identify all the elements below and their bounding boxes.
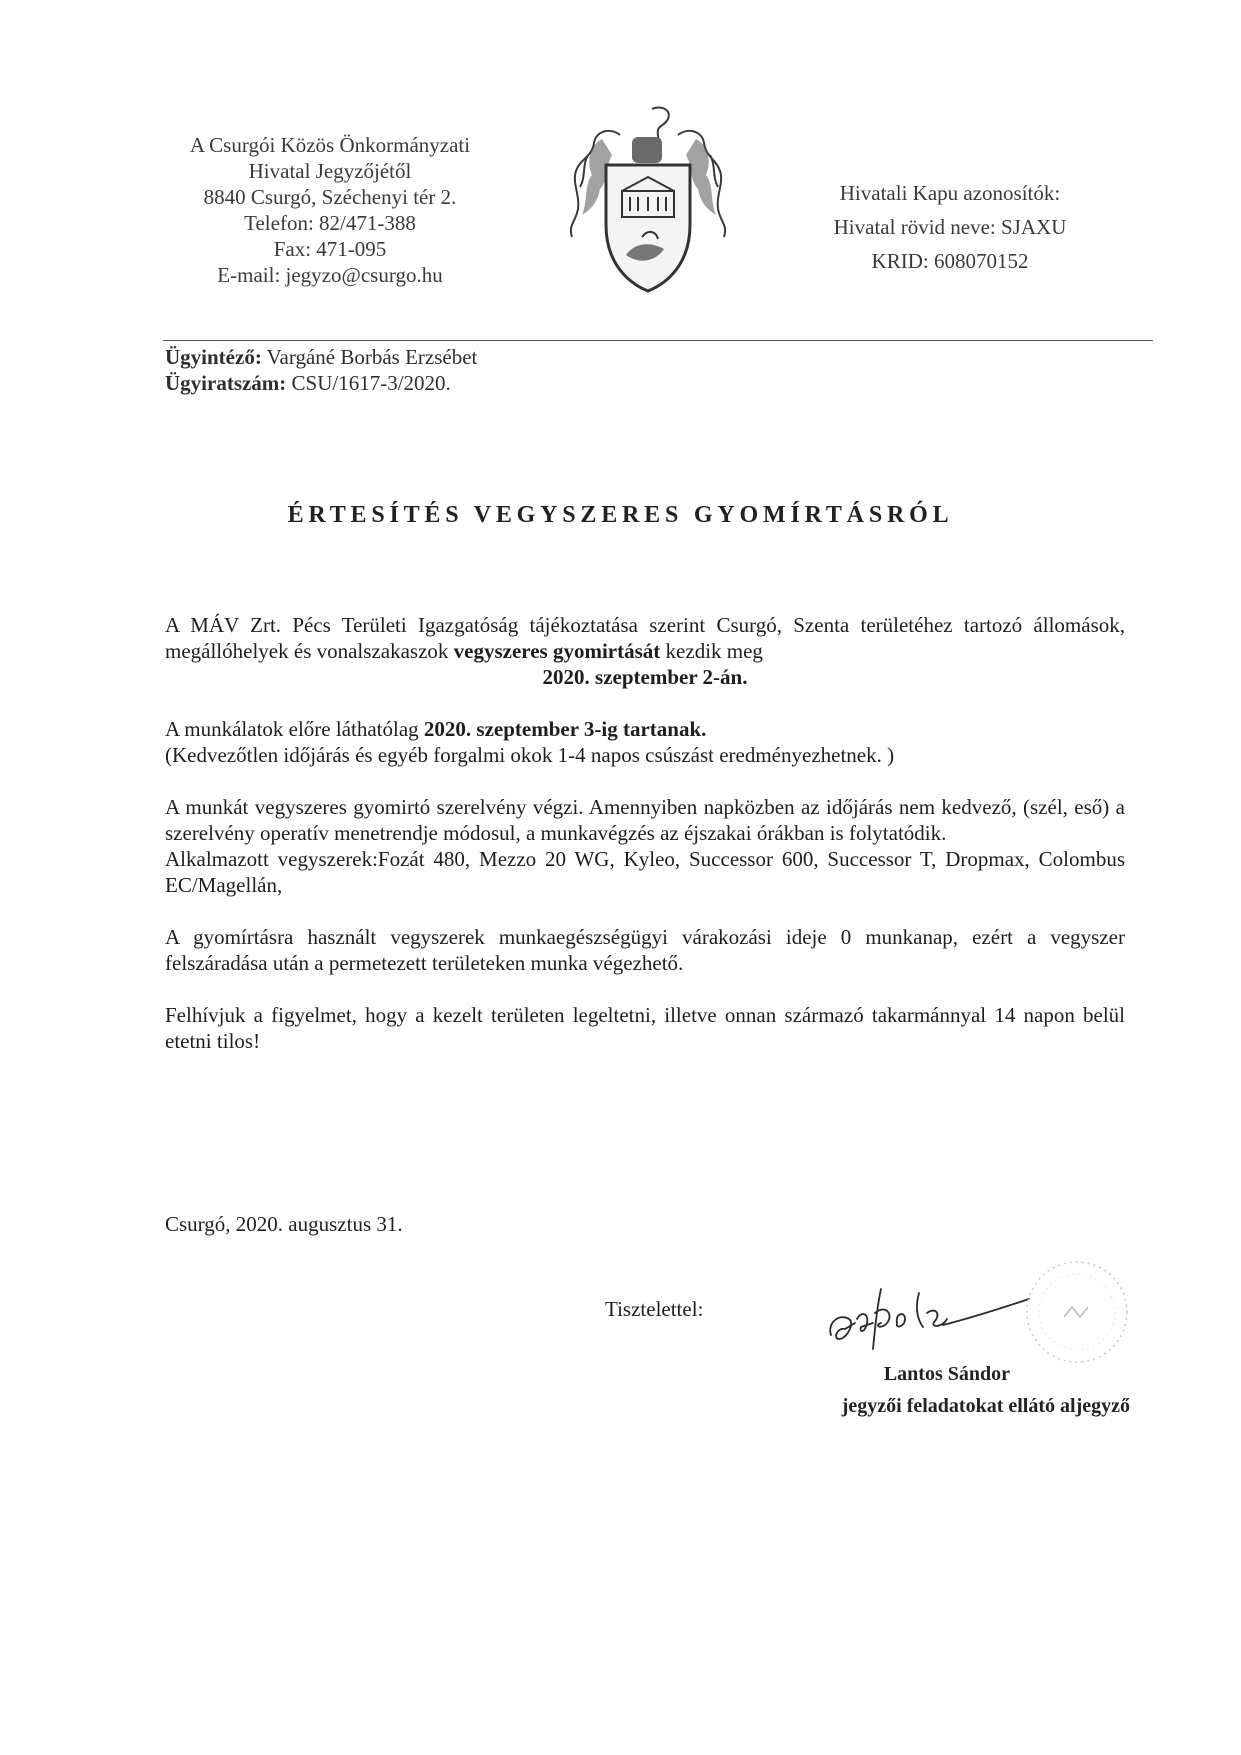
paragraph-text: kezdik meg [660,639,763,663]
signer-block [700,1358,1130,1422]
sender-line: A Csurgói Közös Önkormányzati [189,133,471,157]
paragraph-method: A munkát vegyszeres gyomirtó szerelvény végzi. Amennyiben napközben az időjárás nem kedvező, (szél, eső) a szerelvény operatív menetrendje módosul, a munkavégzés az éjszakai órákban is folytatódik. [165,795,1125,845]
case-handler-label: Ügyintéző: [165,345,262,369]
paragraph-start [165,612,1125,664]
paragraph-chemicals: Alkalmazott vegyszerek:Fozát 480, Mezzo 20 WG, Kyleo, Successor 600, Successor T, Dropmax, Colombus EC/Magellán, [165,847,1125,897]
stamp-icon [1020,1255,1135,1370]
case-info [165,344,477,396]
sender-line: 8840 Csurgó, Széchenyi tér 2. [203,185,457,209]
case-number [165,370,477,396]
paragraph-text: A MÁV Zrt. Pécs Területi Igazgatóság tájékoztatása szerint Csurgó, Szenta területéhez tartozó állomások, megállóhelyek és vonalszakaszok [165,613,1125,663]
coat-of-arms-icon [560,105,735,297]
gateway-krid: KRID: 608070152 [871,249,1029,273]
signer-role: jegyzői feladatokat ellátó aljegyző [841,1395,1130,1417]
gateway-identifiers [800,176,1100,278]
signature-icon [825,1283,1035,1363]
gateway-heading: Hivatali Kapu azonosítók: [839,181,1061,205]
sender-address [165,132,495,288]
sender-line: Hivatal Jegyzőjétől [248,159,412,183]
paragraph-duration [165,716,1125,742]
document-title: ÉRTESÍTÉS VEGYSZERES GYOMÍRTÁSRÓL [287,502,954,528]
paragraph-text: A munkálatok előre láthatólag [165,717,424,741]
greeting: Tisztelettel: [605,1297,704,1321]
case-number-value: CSU/1617-3/2020. [286,371,451,395]
document-body [165,612,1125,1054]
paragraph-warning: Felhívjuk a figyelmet, hogy a kezelt területen legeltetni, illetve onnan származó takarmánnyal 14 napon belül etetni tilos! [165,1003,1125,1053]
place-date: Csurgó, 2020. augusztus 31. [165,1212,403,1236]
sender-phone: Telefon: 82/471-388 [244,211,416,235]
sender-fax: Fax: 471-095 [273,237,387,261]
case-handler-value: Vargáné Borbás Erzsébet [261,345,478,369]
paragraph-emphasis: vegyszeres gyomirtását [453,639,661,663]
gateway-short-name: Hivatal rövid neve: SJAXU [833,215,1067,239]
sender-email: E-mail: jegyzo@csurgo.hu [217,263,443,287]
start-date [165,664,1125,690]
case-number-label: Ügyiratszám: [165,371,287,395]
paragraph-waiting-time: A gyomírtásra használt vegyszerek munkaegészségügyi várakozási ideje 0 munkanap, ezért a vegyszer felszáradása után a permetezett területeken munka végezhető. [165,925,1125,975]
header-divider [163,340,1153,341]
end-date-text: 2020. szeptember 3-ig tartanak. [423,717,707,741]
signer-name: Lantos Sándor [883,1363,1010,1385]
paragraph-delay-note: (Kedvezőtlen időjárás és egyéb forgalmi okok 1-4 napos csúszást eredményezhetnek. ) [165,743,895,767]
start-date-text: 2020. szeptember 2-án. [542,665,748,689]
case-handler [165,344,477,370]
